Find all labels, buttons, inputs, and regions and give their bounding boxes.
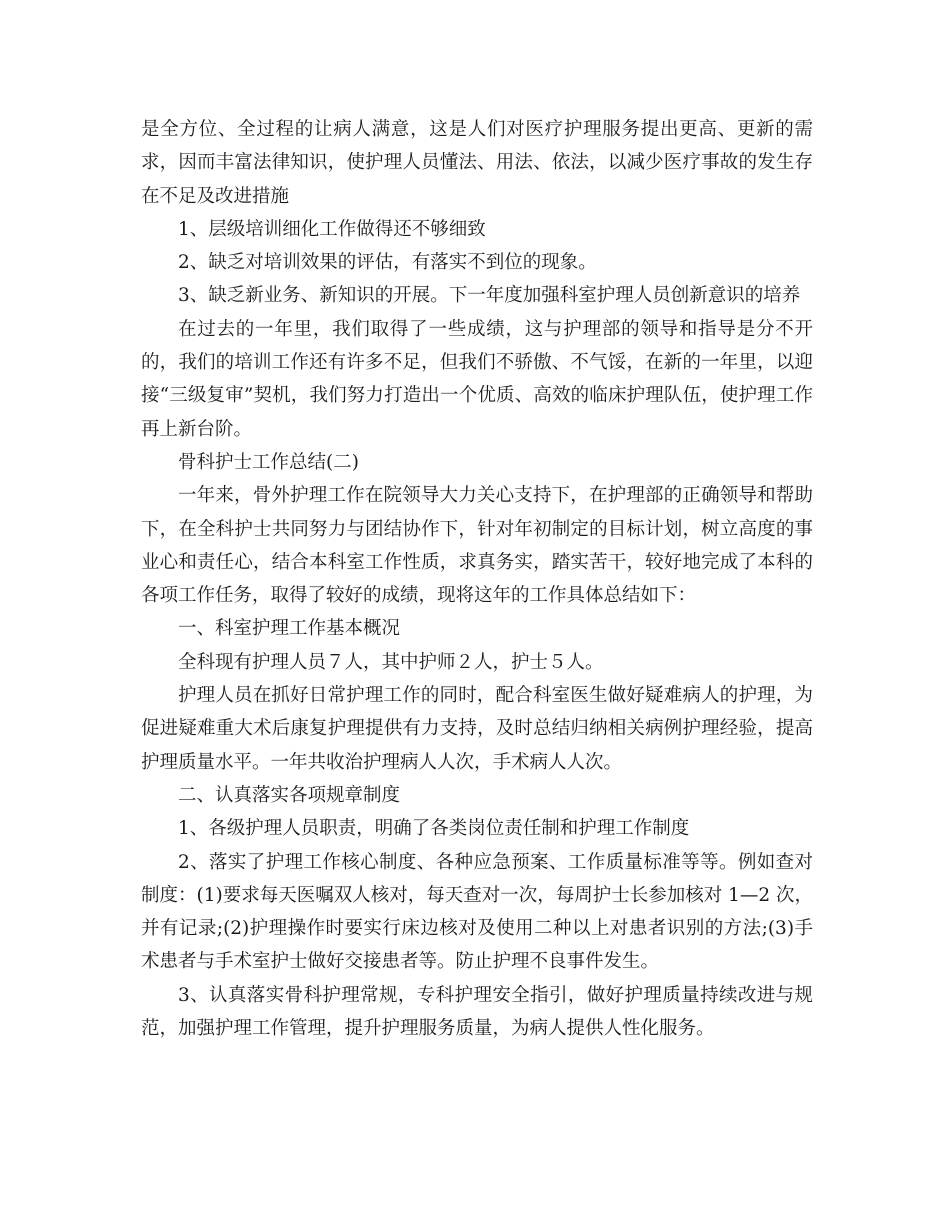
paragraph-1: 是全方位、全过程的让病人满意，这是人们对医疗护理服务提出更高、更新的需求，因而丰富法律知识，使护理人员懂法、用法、依法，以减少医疗事故的发生存在不足及改进措施 xyxy=(141,119,813,207)
paragraph-4: 3、缺乏新业务、新知识的开展。下一年度加强科室护理人员创新意识的培养 xyxy=(178,285,801,307)
heading-overview: 一、科室护理工作基本概况 xyxy=(178,618,401,640)
paragraph-12: 1、各级护理人员职责，明确了各类岗位责任制和护理工作制度 xyxy=(178,818,690,840)
section-title-2: 骨科护士工作总结(二) xyxy=(178,451,359,473)
paragraph-10: 护理人员在抓好日常护理工作的同时，配合科室医生做好疑难病人的护理，为促进疑难重大术后康复护理提供有力支持，及时总结归纳相关病例护理经验，提高护理质量水平。一年共收治护理病人人次，手术病人人次。 xyxy=(141,685,813,773)
document-body xyxy=(141,113,813,1045)
paragraph-7: 一年来，骨外护理工作在院领导大力关心支持下，在护理部的正确领导和帮助下，在全科护士共同努力与团结协作下，针对年初制定的目标计划，树立高度的事业心和责任心，结合本科室工作性质，求真务实，踏实苦干，较好地完成了本科的各项工作任务，取得了较好的成绩，现将这年的工作具体总结如下： xyxy=(141,485,813,607)
paragraph-13: 2、落实了护理工作核心制度、各种应急预案、工作质量标准等等。例如查对制度：(1)要求每天医嘱双人核对，每天查对一次，每周护士长参加核对 1—2 次，并有记录;(2)护理操作时要实行床边核对及使用二种以上对患者识别的方法;(3)手术患者与手术室护士做好交接患者等。防止护理不良事件发生。 xyxy=(141,851,814,973)
paragraph-5: 在过去的一年里，我们取得了一些成绩，这与护理部的领导和指导是分不开的，我们的培训工作还有许多不足，但我们不骄傲、不气馁，在新的一年里，以迎接“三级复审”契机，我们努力打造出一个优质、高效的临床护理队伍，使护理工作再上新台阶。 xyxy=(141,318,813,440)
paragraph-14: 3、认真落实骨科护理常规，专科护理安全指引，做好护理质量持续改进与规范，加强护理工作管理，提升护理服务质量，为病人提供人性化服务。 xyxy=(141,984,813,1040)
paragraph-9: 全科现有护理人员７人，其中护师２人，护士５人。 xyxy=(178,651,604,673)
paragraph-3: 2、缺乏对培训效果的评估，有落实不到位的现象。 xyxy=(178,252,597,274)
heading-regulations: 二、认真落实各项规章制度 xyxy=(178,784,401,806)
paragraph-2: 1、层级培训细化工作做得还不够细致 xyxy=(178,218,486,240)
